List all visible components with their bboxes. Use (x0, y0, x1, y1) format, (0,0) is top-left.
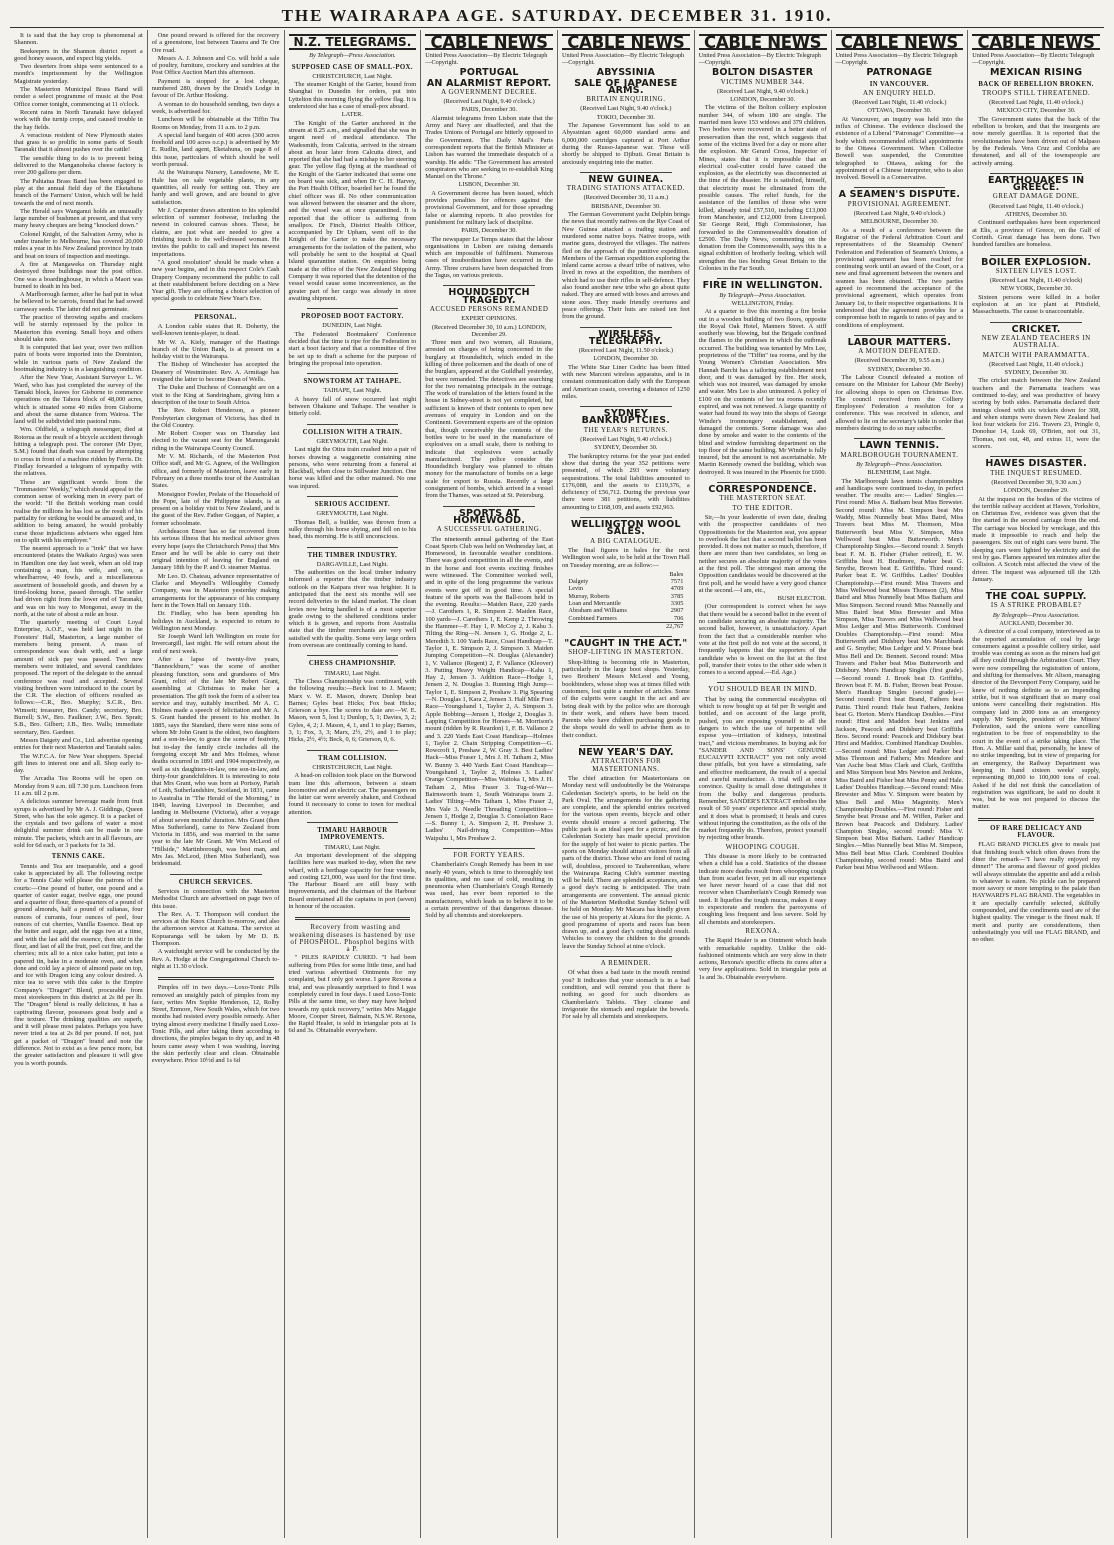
story-headline: WIRELESS TELEGRAPHY. (588, 328, 663, 347)
story-subhead: THE YEAR'S RETURNS. (583, 425, 668, 434)
column-1-local-news (10, 30, 147, 1538)
story-text: The Japanese Government has sold to an Abyssinian agent 60,000 standard arms and 6,000,000 cartridges captured at Port Arthur during the Russo-Japanese war. These will shortly be shipped to Djibuti. Great Britain is anxiously enquiring into the matter. (562, 122, 690, 166)
section-rule (295, 917, 411, 920)
rexona-piles-advertisement: " PILES RAPIDLY CURED. "I had been suffering from Piles for some little time, and had tried various advertised Ointments for my complaint, but I only got worse. I gave Rexona a trial, and was pleasantly surprised to find I was completely cured in four days. I used Loxo-Tonic Pills at the same time, so they may have helped towards my quick recovery," writes Mrs Maggie Moore, Cooper Street, Balmain, N.S.W. Rexona, the Rapid Healer, is sold in triangular pots at 1s 6d and 3s. Obtainable everywhere. (288, 954, 417, 1035)
story-headline: HOUNDSDITCH TRAGEDY. (448, 287, 530, 306)
bolton-text: The victims of the Bolton colliery explosion number 344, of whom 180 are single. The married men leave 153 widows and 379 children. Two bodies were recovered in a better state of preservation than the rest, which suggests that some of the victims lived for a day or more after the explosion. Mr Gerard Cross, Inspector of Mines, states that it is impossible that an electrical coal-cutter could have caused the explosion, as the electricity was disconnected at the time of the disaster. He is satisfied, himself, that electricity must be eliminated from the possible causes. The relief funds, for the assistance of the families of those who were killed, already total £57,510, including £13,000 from Manchester, and £12,000 from Liverpool. Sir George Reid, High Commissioner, has forwarded to the Commonwealth's donation of £2500. The Daily News, commenting on the donation from the Commonwealth, says this is a signal exhibition of brotherly feeling, which will strengthen the ties binding Great Britain to the Colonies in the Far South. (698, 104, 827, 273)
story-text: A head-on collision took place on the Burwood tram line this afternoon, between a steam locomotive and an electric car. The passengers on the latter car were severely shaken, and Coxhead found it necessary to come to town for medical attention. (288, 772, 417, 816)
section-rule (307, 308, 399, 309)
seamens-dispute-headline: A SEAMEN'S DISPUTE. (838, 189, 961, 201)
story-text: The White Star Liner Cedric has been fitted with new Marconi wireless apparatus, and is in constant communication daily with the European and American coasts, covering a distance of 1250 miles. (562, 363, 690, 400)
news-paragraph: A veracious resident of New Plymouth states that grass is so prolific in some parts of South Taranaki that it almost pushes over the cattle! (14, 131, 143, 154)
wool-total: 22,767 (657, 622, 683, 630)
dateline: MEXICO CITY, December 30. (996, 107, 1076, 115)
press-association-byline: By Telegraph—Press Association. (719, 291, 806, 299)
new-years-day-subhead: ATTRACTIONS FOR MASTERTONIANS. (590, 757, 662, 773)
personal-paragraph: Mr Leo. D. Chateau, advance representative of Clarke and Meynell's Willoughby Comedy Company, was in Masterton yesterday making arrangements for the appearance of his company here in the Town Hall on January 11th. (151, 572, 280, 609)
cricket-subhead: NEW ZEALAND TEACHERS IN AUSTRALIA. (981, 333, 1091, 350)
wool-row (568, 585, 683, 592)
tennis-results-text: The Marlborough lawn tennis championships and handicaps were continued to-day, in perfect weather. The results are:— Ladies' Singles.—First round: Miss A. Batham beat Miss Brewster. Second round: Miss M. Simpson beat Mrs Waddy, Miss Nunnelly beat Miss Baird, Miss Travers beat Miss M. Thomson, Miss Butterworth beat Miss V. Simpson, Miss Wellwood beat Miss Butterworth. Men's Championship Singles.—Second round: J. Smyth beat F. M. B. Fisher (Fisher retired), E. W. Griffiths beat H. Bradmore, Parker beat G. Smythe, Brown beat E. Griffiths. Third round: Parker beat E. W. Griffiths. Ladies' Doubles Championship.—First round: Miss Travers and Miss Wellwood beat Misses Thomson (2), Miss Baird and Miss Nunnelly beat Miss Batham and Miss Simpson. Second round: Miss Nunnelly and Miss Baird beat Miss Brewster and Miss Simpson, Miss Travers and Miss Wellwood beat Miss Ledger and Miss Butterworth. Combined Doubles Championship.—First round: Miss Butterworth and Didsbury beat Mrs Marchbank and G. Smythe; Miss Ledger and V. Prouse beat Miss Bell and Dr. Bennett. Second round: Miss Travers and Fisher beat Miss Butterworth and Didsbury. Men's Handicap Singles (first grade).—Second round: J. Brook beat D. Griffiths, Brown beat F. M. B. Fisher, Brown beat Prouse. Men's Handicap Singles (second grade).—Second round: First beat Brand, Fathers beat Pattie. Third round: Hale beat Fathers, Jenkins beat G. Horton. Men's Handicap Doubles.—First round: Hirst and Maddox beat Jenkins and Jackson, Peacock and Didsbury beat Griffiths Bros. Second round: Peacock and Didsbury beat Hirst and Maddox. Combined Handicap Doubles.—Second round: Miss Ledger and Parker beat Miss Thomson and Fathers; Mrs Mendore and Van Asche beat Miss Clark and Clark, Griffiths and Miss Simpson beat Mrs Newton and Jenkins, Miss Baird and Fisher beat Miss Penny and Hale. Ladies' Doubles Handicap.—Second round: Miss Brewster and Miss V. Simpson were beaten by Miss Bell and Miss Magninity. Men's Championship Doubles.—First round: Fisher and Smythe beat Prouse and M. Wiffen, Parker and Brown beat Peacock and Didsbury. Ladies' Champion Singles, second round: Miss V. Simpson beat Miss Batham. Ladies' Handicap Singles.—Miss Nunnelly beat Miss M. Simpson, Miss Bell beat Miss Clark. Combined Doubles Championship, second round: Miss Baird and Parker beat Miss Wellwood and Wilson. (835, 477, 964, 872)
section-rule (990, 255, 1082, 256)
wool-broker: Loan and Mercantile (568, 600, 621, 607)
enquiry-subhead: AN ENQUIRY HELD. (862, 88, 936, 97)
dateline: SYDNEY, December 30. (594, 444, 658, 452)
church-paragraph: Services in connection with the Masterton Methodist Church are advertised on page two of this issue. (151, 887, 280, 910)
cable-news-banner: CABLE NEWS (562, 34, 690, 50)
notice-paragraph: At the Wairarapa Nursery, Lansdowne, Mr E. Hale has on sale vegetable plants, in any quantities, all ready for setting out. They are hardy and well grown, and are bound to give satisfaction. (151, 169, 280, 206)
story-headline: PROPOSED BOOT FACTORY. (301, 313, 404, 321)
correspondence-letter: Sir,—In your leaderette of even date, dealing with the prospective candidates of two Oppositionists for the Masterton seat, you appear to overlook the fact that a second ballot has been provided. It does not matter so much, therefore, if there are more than two candidates, so long as neither secures an absolute majority of the votes at the first poll. The strongest man among the Opposition candidates would be discovered at the first poll, and he would have a very good chance at the second.—I am, etc., (698, 513, 827, 594)
news-paragraph: The Herald says Wanganui holds an unusually large number of bushmen at present, and that very many heavy cheques are being "knocked down." (14, 207, 143, 230)
wool-broker: Dalgety (568, 578, 589, 586)
reminder-heading: A REMINDER. (600, 959, 651, 968)
bolton-subhead: VICTIMS NUMBER 344. (720, 77, 805, 86)
story-subhead: TRADING STATIONS ATTACKED. (566, 184, 685, 193)
received-line: (Received December 30, 9.55 a.m.) (854, 357, 945, 365)
hawes-disaster-headline: HAWES DISASTER. (985, 458, 1087, 470)
section-rule (990, 589, 1082, 590)
troops-subhead: TROOPS STILL THREATENED. (982, 88, 1091, 97)
correspondence-signature: BUSH ELECTOR. (777, 595, 827, 603)
wool-broker: Combined Farmers (568, 614, 617, 622)
story-text: The Chess Championship was continued, with the following results:—Beck lost to J. Mason; Marx v. W. E. Mason, drawn; Dunlop beat Barnes; Gyles beat Hicks; Fox beat Hicks; Grierson a bye. The scores to date are:—W. E. Mason, won 5, lost 1; Dunlop, 5, 1; Davies, 3, 2; Gyles, 4, 2; J. Mason, 4, 1, and 1 to play; Barnes, 3, 1; Fox, 3, 3; Marx, 2½, 2½, and 1 to play; Hicks, 2½, 4½; Beck, 0, 6; Grierson, 0, 6. (288, 677, 417, 744)
to-the-editor: TO THE EDITOR. (732, 503, 793, 512)
story-headline: COLLISION WITH A TRAIN. (302, 428, 403, 436)
notice-paragraph: Payment is stopped for a lost cheque, numbered 280, drawn by the Druid's Lodge in favour of Dr. Arthur Hosking. (151, 77, 280, 100)
news-paragraph: Beekeepers in the Shannon district report a good honey season, and expect big yields. (14, 47, 143, 62)
received-line: EXPERT OPINIONS. (461, 315, 518, 323)
story-text: A Government decree has been issued, which provides penalties for offences against the provisional Government, and for those spreading false or alarming reports. It also provides for punishment for military lack of discipline. (425, 189, 553, 226)
seamens-text: As a result of a conference between the Registrar of the Federal Arbitration Court and representatives of the Steamship Owners' Federation and Federation of Seamen's Unions, a provisional agreement has been reached for continuing work until an award of the Court, or a new and final agreement between the owners and seamen has been obtained. The two parties agreed to recommend the acceptance of the provisional agreement, which operates from January 1st, to their respective organisations. It is understood that the agreement provides for a compromise both in regards to rates of pay and to conditions of employment. (835, 226, 964, 329)
notice-paragraph: "A good resolution" should be made when a new year begins, and in this respect Cole's Cash Drapery Company recommend the public to call at their establishment before deciding on a New Year gift. They are offering a choice selection of special goods to celebrate New Year's Eve. (151, 258, 280, 303)
personal-paragraph: Mr V. M. Richards, of the Masterton Post Office staff, and Mr G. Agnew, of the Wellington office, and formerly of Masterton, leave early in February on a three months tour of the Australian States. (151, 453, 280, 490)
section-rule (307, 655, 399, 656)
rexona-heading: REXONA. (745, 926, 780, 935)
dateline: TAIHAPE, Last Night. (323, 387, 382, 395)
story-text: The newspaper Le Temps states that the labour organisations in Lisbon are raising demands which are impossible of fulfilment. Numerous cases of insubordination have occurred in the Army. Three cruisers have been despatched from the Tagus, on various pretexts. (425, 235, 553, 280)
section-rule (443, 285, 535, 286)
cricket-text: The cricket match between the New Zealand teachers and the Parramatta teachers was continued to-day, and was productive of heavy scoring by both sides. Parramatta declared their innings closed with six wickets down for 308, and when stumps were drawn New Zealand had lost four wickets for 216. Travers 23, Pringle 0, Donohue 14, Lusk 69, O'Brien, not out 31, Thomas, not out, 48, and extras 11, were the scorers. (972, 377, 1100, 451)
dateline: SYDNEY, December 30. (867, 365, 931, 373)
story-text: A heavy fall of snow occurred last night between Ohakune and Taihape. The weather is bitterly cold. (288, 395, 417, 418)
story-headline: TIMARU HARBOUR IMPROVEMENTS. (317, 827, 388, 842)
dateline: SYDNEY, December 30. (1004, 369, 1068, 377)
loxo-tonic-advertisement: Pimples off in two days.—Loxo-Tonic Pills removed an unsightly patch of pimples from my face, writes Mrs Sophie Henderson, 12, Rolby Street, Enmore, New South Wales, which for two months had resisted every possible remedy. After trying almost every medicine I finally used Loxo-Tonic Pills, and after taking them according to directions, the pimples began to dry up, and in 48 hours came away when I was washing, leaving the skin perfectly clear and clean. Obtainable everywhere. Price 10½d and 1s 6d (151, 984, 280, 1065)
received-line: (Received Last Night, 11.40 o'clock.) (989, 99, 1084, 107)
received-line: (Received Last Night, 9.40 o'clock.) (580, 436, 672, 444)
section-rule (443, 506, 535, 507)
news-paragraph: Messrs Daigety and Co., Ltd. advertise opening entries for their next Masterton and Taratahi sales. (14, 736, 143, 752)
cable-news-banner: CABLE NEWS (972, 34, 1100, 50)
section-rule (854, 438, 946, 439)
wool-bales: 3785 (670, 592, 684, 600)
received-line: (Received Last Night, 9.40 o'clock.) (853, 210, 945, 218)
section-rule (580, 517, 672, 518)
section-rule (580, 327, 672, 328)
seamens-subhead: PROVISIONAL AGREEMENT. (847, 199, 951, 208)
received-line: (Received December 30, 11 a.m.) (583, 194, 669, 202)
column-8-cable-news-mexico (967, 30, 1104, 1538)
correspondence-subhead: THE MASTERTON SEAT. (719, 494, 807, 503)
earthquakes-headline: EARTHQUAKES IN GREECE. (987, 174, 1085, 194)
dateline: LATER. (341, 111, 363, 119)
dateline: LONDON, December 30. (593, 355, 659, 363)
press-association-byline: By Telegraph—Press Association. (856, 460, 943, 468)
new-years-day-headline: NEW YEAR'S DAY. (578, 747, 674, 759)
section-rule (580, 406, 672, 407)
wool-bales: 4709 (670, 585, 684, 593)
story-text: The final figures in bales for the next Wellington wool sale, to be held at the Town Hall on Tuesday morning, are as follow:— (562, 546, 690, 569)
cough-remedy-advertisement: Chamberlain's Cough Remedy has been in use nearly 40 years, which is time to thoroughly test its qualities, and no case of cold, resulting in pneumonia when Chamberlain's Cough Remedy was used, has ever been reported to the manufacturers, which leads us to believe it to be a certain preventive of that dangerous disease. Sold by all chemists and storekeepers. (425, 861, 553, 920)
story-text: Thomas Bell, a builder, was thrown from a sulky through his horse shying, and fell on to his head, this morning. He is still unconscious. (288, 518, 417, 541)
story-text: The Knight of the Garter anchored in the stream at 8.25 a.m., and signalled that she was in urgent need of medical attendance. The Wadesmith, from Calcutta, arrived in the stream about an hour later from Calcutta direct, and reported that she had had a mishap to her steering gear. The yellow flag flying at the masthead of the Knight of the Garter indicated that some one on board was sick, and when Dr C. H. Harvey, the Port Health Officer, boarded her he found the chief officer was ill. No other communication was allowed between the steamer and the shore, and the vessel was at once quarantined. It is reported that the officer is suffering from smallpox. Dr Finch, District Health Officer, accompanied by Dr Upham, went off to the Knight of the Garter to make the necessary arrangements for the isolation of the patient, who will probably be sent to the hospital at Quail Island quarantine station. On enquiries being made at the office of the New Zealand Shipping Company it was reported that the detention of the vessel would cause some inconvenience, as the greater part of her cargo was already in store awaiting shipment. (288, 119, 417, 302)
personal-heading: PERSONAL. (194, 313, 237, 321)
boiler-explosion-headline: BOILER EXPLOSION. (981, 256, 1092, 268)
story-headline: SNOWSTORM AT TAIHAPE. (303, 378, 402, 386)
column-5-cable-news-abyssinia (557, 30, 694, 1538)
hawes-subhead: THE INQUEST RESUMED. (990, 468, 1083, 477)
tennis-cake-heading: TENNIS CAKE. (51, 853, 105, 861)
dateline: GREYMOUTH, Last Night. (316, 437, 389, 445)
wool-bales: 7571 (670, 578, 684, 586)
lawn-tennis-headline: LAWN TENNIS. (859, 440, 940, 452)
story-subhead: A GOVERNMENT DECREE. (441, 87, 538, 96)
personal-paragraphs (152, 323, 280, 868)
story-text: The Federated Bootmakers' Conference decided that the time is ripe for the Federation to start a boot factory and that a committee of five be set up to draft a scheme for the purpose of bringing the proposal into operation. (288, 330, 417, 367)
personal-paragraph: Mr W. A. Kiely, manager of the Hastings branch of the Union Bank, is at present on a holiday visit to the Wairarapa. (151, 338, 280, 361)
section-rule (307, 373, 399, 374)
story-text: The steamer Knight of the Garter, bound from Shanghai to Dunedin for orders, put into Lyttelton this morning flying the yellow flag. It is understood she has a case of small-pox aboard. (288, 81, 417, 111)
story-text: Three men and two women, all Russians, arrested on charges of being concerned in the burglary at Houndsditch, which ended in the killing of three policemen and the death of one of the burglars, appeared at the Guildhall yesterday, but were remanded. The detectives are searching for the two remaining principals in the outrage. The work of translation of the letters found in the house in Sidney-street is not yet completed, but sufficient is known of their contents to open new avenues of enquiry in London and on the Continent. Government experts are of the opinion that, though conceivably the contents of the bottles were to be used in the manufacture of explosives on a small scale, there is nothing to indicate that explosives were actually manufactured. The police consider the Houndsditch burglary was planned to obtain money for the manufacture of bombs on a large scale for export to Russia. Recently a large consignment of bombs, which arrived in a vessel from the Thames, was seized at St. Petersburg. (425, 339, 553, 500)
news-paragraph: A delicious summer beverage made from fruit syrups is advertised by Mr A. J. Giddings, Queen Street, who has the sole agency. It is a packet of the crystals and two gallons of water a most delightful summer drink can be made in one minute. The packets, which are in all flavours, are sold for 6d each, or 3 packets for 1s 3d. (14, 798, 143, 850)
wool-broker: Levin (568, 585, 584, 593)
editor-note: (Our correspondent is correct when he says that there would be a second ballot in the event of no candidate securing an absolute majority. The second ballot, however, is unsatisfactory. Apart from the fact that a considerable number who vote at the first poll do not vote at the second, it frequently happens that the supporters of the candidate who is lowest on the list at the first poll, transfer their votes to the other side when it comes to a second appeal.—Ed. Age.) (698, 603, 827, 677)
news-paragraph: After the New Year, Assistant Surveyor L. W. Ward, who has just completed the survey of the Tamaki block, leaves for Gisborne to commence operations on the Tahora block of 48,000 acres, which is situated some 40 miles from Gisborne and about the same distance from Wairoa. The land will be subdivided into pastoral runs. (14, 374, 143, 426)
story-text: Last night the Otira train crashed into a pair of horses drawing a waggonette containing nine persons, who were returning from a funeral at Blackball, when close to Stillwater Junction. One horse was killed and the other maimed. No one was injured. (288, 446, 417, 490)
notice-paragraph: One pound reward is offered for the recovery of a greenstone, lost between Tauera and Te Ore Ore road. (151, 32, 280, 54)
section-rule (717, 278, 809, 279)
patronage-text: At Vancouver, an inquiry was held into the influx of Chinese. The evidence disclosed the existence of a Liberal "Patronage" Committee—a body which recommended official appointments to the Ottawa Government. When Collector Bowell was suspended, the Committee telegraphed to Ottawa, asking for the appointment of a Chinese interpreter, who is also involved. Bowell is a Conservative. (835, 115, 964, 182)
received-line: (Received Last Night, 11.40 o'clock.) (989, 202, 1084, 210)
news-paragraph: It is said that the hay crop is phenomenal at Shannon. (14, 32, 143, 47)
wool-row (568, 615, 683, 623)
story-text: Alarmist telegrams from Lisbon state that the Army and Navy are disaffected, and that the Trades Unions of Portugal are bitterly opposed to the Government. The Daily Mail's Paris correspondent reports that the British Minister at Lisbon has warned the immediate despatch of a warship. He adds: "The Government has arrested conspirators who are seeking to re-establish King Manuel on the Throne." (425, 114, 553, 181)
personal-paragraph: Archdeacon Ensor has so far recovered from his serious illness that his medical advisor gives every hope (says the Christchurch Press) that Mrs Ensor and he will be able to carry out their original intention of leaving for England on January 18th by the P. and O. steamer Mantua. (151, 528, 280, 572)
story-subhead: BRITAIN ENQUIRING. (586, 95, 666, 104)
news-paragraph: The nearest approach to a "trek" that we have encountered (states the Waikato Argus) was seen in Hamilton one day last week, when an old trap containing a man, his wife, and son, a wheelbarrow, 40 fowls, and a miscellaneous assortment of household goods, and drawn by a tired-looking horse, passed through. The settler had driven right from the lower end of Taranaki, and was on his way to Mongonui, away in the north, at the rate of about a mile an hour. (14, 545, 143, 618)
column-4-cable-news-portugal (420, 30, 557, 1538)
section-rule (580, 745, 672, 746)
cable-byline: United Press Association—By Electric Telegraph—Copyright. (835, 52, 958, 67)
story-headline: CHESS CHAMPIONSHIP. (308, 660, 396, 668)
notice-paragraph: Messrs A. J. Johnson and Co. will hold a sale of poultry, furniture, crockery and sundries at the Post Office Auction Mart this afternoon. (151, 54, 280, 77)
story-headline: THE TIMBER INDUSTRY. (307, 551, 398, 559)
shoplifting-headline: "CAUGHT IN THE ACT." (564, 638, 688, 650)
cable-byline: United Press Association—By Electric Telegraph—Copyright. (972, 52, 1095, 67)
wool-row (568, 578, 683, 585)
masthead: THE WAIRARAPA AGE. SATURDAY. DECEMBER 31. 1910. (281, 6, 833, 25)
rebellion-subhead: BACK OF REBELLION BROKEN. (978, 80, 1094, 88)
news-paragraph: These are significant words from the "Ironmasters' Weekly," which should appeal to the common sense of working men in every part of the world: "If the British working man could realise the millions he has lost as the result of his partiality for striking he would be amazed; and, in addition to being amazed, he would probably curse those injudicious advisers who egged him on to split with his employer." (14, 478, 143, 544)
news-paragraph: The W.F.C.A. for New Year shoppers. Special gift lines to interest one and all. Shop early to-day. (14, 752, 143, 775)
story-text: The bankruptcy returns for the year just ended show that during the year 352 petitions were presented, of which 293 were voluntary sequestrations. The total liabilities amounted to £176,088, and the assets to £119,376, a deficiency of £56,712. During the previous year there were 381 petitions, with liabilities amounting to £168,109, and assets £92,963. (562, 452, 690, 511)
cable-news-banner: CABLE NEWS (836, 34, 964, 50)
column-3-nz-telegrams (284, 30, 421, 1538)
tennis-cake-text: Tennis and Tea are inseparable, and a good cake is appreciated by all. The following recipe for a Tennis Cake will please the patrons of the courts:—One pound of butter, one pound and a quarter of caster sugar, twelve eggs, one pound and a quarter of flour, three-quarters of a pound of ground almonds, half a pound of sultanas, four ounces of currants, four ounces of peel, four ounces of cut cherries, Vanilla Essence. Beat up the butter and sugar, add the eggs two at a time, and with the last add the essence, then stir in the flour, and last of all the fruit, peel cut fine, and the cherries; mix all to a nice cake batter, put into a papered tin, bake in a moderate oven, and when done and cold lay a piece of almond paste on top, and ice with Dragon icing any colour desired. A nice tea to serve with this cake is the Empire Company's "Dragon" Blend, procurable from most storekeepers in this district at 2s 8d per lb. The "Dragon" blend is really delicious, it has a captivating flavour, possesses great body and a fine texture. The drinking qualities are superb, and it will please most palates. Perhaps you have never tried a tea at 2s 8d per pound. If not, just get a packet of "Dragon" brand and note the difference. Not to exist as a few pence more, but the greater satisfaction and pleasure it will give you is worth pounds. (14, 862, 143, 1067)
dateline: DUNEDIN, Last Night. (322, 322, 383, 330)
mexico-text: The Government states that the back of the rebellion is broken, and that the insurgents are now merely guerillas. It is reported that the revolutionaries have been driven out of Malpaso by the Federals. Vera Cruz and Cordoba are threatened, and all of the townspeople are actively arming. (972, 115, 1100, 167)
dateline: WELLINGTON, Friday. (731, 299, 794, 307)
news-paragraph: Colonel Knight, of the Salvation Army, who is under transfer to Melbourne, has covered 20,000 miles a year in his New Zealand province by train and boat on tours of inspection and meetings. (14, 230, 143, 260)
newspaper-page (10, 30, 1104, 1538)
dateline: LISBON, December 30. (458, 181, 520, 189)
boiler-text: Sixteen persons were killed in a boiler explosion at an ice plant at Pittsfield, Massachusetts. The cause is unaccountable. (972, 293, 1100, 316)
dateline: PARIS, December 30. (461, 227, 517, 235)
section-rule (990, 456, 1082, 457)
church-services-heading: CHURCH SERVICES. (178, 878, 253, 886)
dateline: TOKIO, December 30. (596, 113, 655, 121)
whooping-cough-heading: WHOOPING COUGH. (725, 842, 800, 851)
hawes-text: At the inquest on the bodies of the victims of the terrible railway accident at Hawes, Yorkshire, on Christmas Eve, evidence was given that the fire started in the second carriage from the end. The carriage was blocked by wreckage, and this made it impossible to reach and help the passengers. Six out of eight cars were burnt. The sleeping cars were lighted by electricity and the rest by gas. Flames appeared ten minutes after the collision. A Scotch mist affected the view of the driver. The inquest was adjourned till the 12th January. (972, 495, 1100, 583)
notice-paragraph: Luncheon will be obtainable at the Tiffin Tea Rooms on Monday, from 11 a.m. to 2 p.m. (151, 116, 280, 131)
church-services-paragraphs (152, 888, 280, 970)
church-paragraph: A watchnight service will be conducted by the Rev. A. Hodge at the Congregational Church to-night at 11.30 o'clock. (151, 948, 280, 970)
section-rule (990, 173, 1082, 174)
section-rule (158, 977, 274, 980)
news-paragraph: Two deserters from ships were sentenced to a month's imprisonment by the Wellington Magistrate yesterday. (14, 63, 143, 85)
news-paragraph: The practice of throwing squibs and crackers will be sternly repressed by the police in Masterton this evening. Small boys and others should take note. (14, 313, 143, 343)
dateline: GREYMOUTH, Last Night. (316, 510, 389, 518)
section-rule (717, 682, 809, 683)
wool-row (568, 607, 683, 614)
news-paragraph: The Masterton Municipal Brass Band will render a select programme of music at the Post Office corner tonight, commencing at 11 o'clock. (14, 86, 143, 108)
received-line: (Received Last Night, 9.40 o'clock.) (717, 87, 809, 95)
abyssinia-headline: ABYSSINIA (596, 67, 656, 79)
story-subhead: ACCUSED PERSONS REMANDED (429, 304, 549, 313)
received-line: (Received Last Night, 11.40 o'clock) (989, 277, 1083, 285)
story-headline: SPORTS AT HOMEWOOD. (453, 507, 526, 526)
personal-paragraph: The Rev. Robert Henderson, a pioneer Presbyterian clergyman of Victoria, has died in the Old Country. (151, 407, 280, 429)
news-paragraph: Recent rains in North Taranaki have delayed work with the turnip crops, and caused trouble in the hay fields. (14, 108, 143, 131)
story-text: The authorities on the local timber industry informed a reporter that the timber industry outlook on the Kaipara river was brighter. It is anticipated that the next six months will see record deliveries to the island market. The clean levies now being handled is of a most superior grade owing to the sheltered conditions under which it is grown, and reports from Australia state that the timber merchants are very well satisfied with the quality. Some very large orders from overseas are continually coming to hand. (288, 569, 417, 650)
dateline: ATHENS, December 30. (1004, 211, 1068, 219)
dateline: NEW YORK, December 30. (1000, 285, 1073, 293)
new-years-day-text: The chief attraction for Mastertonians on Monday next will undoubtedly be the Wairarapa Caledonian Society's sports, to be held on the Park Oval. The arrangements for the gathering are complete, and the splendid entries received for the various open events, bicycle and other events should ensure a record gathering. The public park is an ideal spot for a picnic, and the Caledonian Society has made special provision for the supply of hot water to picnic parties. The sports on Monday should attract visitors from all parts of the district. Those who are fond of racing will, doubtless, proceed to Tauherenikau, where the Wairarapa Racing Club's summer meeting will be held. There are splendid acceptances, and a good day's racing is anticipated. The train arrangements are convenient. The annual picnic of the Masterton Methodist Sunday School will be held on Monday. Mr Macara has kindly given the use of his property at Akura for the picnic. A good programme of sports and races has been drawn up, and a good day's outing should result. Vehicles to convey the children to the grounds leave the Sunday School at nine o'clock. (562, 774, 690, 950)
dateline: MELBOURNE, December 30. (860, 218, 939, 226)
received-line: (Received December 30, 9.30 a.m.) (991, 478, 1081, 486)
abyssinia-stories (562, 77, 690, 569)
dateline: LONDON, December 29. (1003, 487, 1069, 495)
received-line: (Received Last Night, 11.40 o'clock.) (852, 99, 947, 107)
section-rule (307, 496, 399, 497)
section-rule (307, 822, 399, 823)
section-rule (580, 172, 672, 173)
earthquakes-text: Continued earthquakes have been experienced at Elis, a province of Greece, on the Gulf of Corinth. Great damage has been done. Two hundred families are homeless. (972, 219, 1100, 249)
wool-bales: 706 (673, 614, 684, 622)
cable-news-banner: CABLE NEWS (425, 34, 553, 50)
section-rule (443, 848, 535, 849)
wool-row (568, 600, 683, 607)
tennis-subhead: MARLBOROUGH TOURNAMENT. (840, 450, 959, 459)
cable-news-banner: CABLE NEWS (699, 34, 827, 50)
fire-wellington-headline: FIRE IN WELLINGTON. (702, 280, 823, 292)
bear-in-mind-heading: YOU SHOULD BEAR IN MIND. (708, 685, 818, 694)
dateline: DARGAVILLE, Last Night. (316, 560, 388, 568)
dateline: BLENHEIM, Last Night. (867, 469, 932, 477)
labour-text: The Labour Council defeated a motion of censure on the Minister for Labour (Mr Beeby) for allowing shops to open on Christmas Eve. The council received from the Colliery Employees' Federation a resolution for a conference. This was received in silence, and allowed to lie on the secretary's table in order that members desiring to do so may subscribe. (835, 373, 964, 433)
phosphol-advertisement: Recovery from wasting and weakening diseases is hastened by use of PHOSPHOL. Phosphol begins with a P. (289, 923, 416, 954)
story-text: An important development of the shipping facilities here was marked to-day, when the new wharf, with a berthage capacity for four vessels, and costing £21,000, was used for the first time. The Harbour Board are still busy with improvements, and the chairman of the Harbour Board entertained all the captains in port (seven) in honour of the occasion. (288, 851, 417, 910)
received-line: (Received Last Night, 11.50 o'clock.) (578, 347, 673, 355)
labour-matters-headline: LABOUR MATTERS. (847, 336, 952, 348)
rexona-advertisement: The Rapid Healer is an Ointment which heals with remarkable rapidity. Unlike the old-fashioned ointments which are very slow in their actions, Rexona's specific effects its cures after a very few applications. Sold in triangular pots at 1s and 3s. Obtainable everywhere. (698, 937, 827, 981)
labour-subhead: A MOTION DEFEATED. (858, 347, 941, 356)
personal-paragraph: A London cable states that R. Doherty, the well-known tennis-player, is dead. (151, 322, 280, 338)
section-rule (170, 309, 262, 310)
flag-brand-heading: OF RARE DELICACY AND FLAVOUR. (990, 824, 1083, 840)
section-rule (307, 547, 399, 548)
story-headline: WELLINGTON WOOL SALES. (571, 519, 681, 538)
news-paragraph: Wm. Oldfield, a telegraph messenger, died at Rotorua as the result of a bicycle accident through hitting a telegraph post. The coroner (Mr Dyer, S.M.) found that death was caused by attempting to cross in front of a machine ridden by Ferris. Dr. Findlay forwarded a telegram of sympathy with the relatives. (14, 426, 143, 478)
section-rule (854, 335, 946, 336)
wool-broker: Abraham and Williams (568, 607, 627, 615)
dateline: CHRISTCHURCH, Last Night. (312, 72, 393, 80)
chamberlains-tablets-advertisement: Of what does a bad taste in the mouth remind you? It indicates that your stomach is in a bad condition, and will remind you that there is nothing so good for such disorders as Chamberlain's Tablets. They cleanse and invigorate the stomach and regulate the bowels. For sale by all chemists and storekeepers. (562, 969, 690, 1021)
personal-paragraph: Dr. Findlay, who has been spending his holidays in Auckland, is expected to return to Wellington next Monday. (151, 610, 280, 632)
dateline: AUCKLAND, December 30. (999, 620, 1074, 627)
fire-text: At a quarter to five this morning a fire broke out in a wooden building of two floors, opposite the Royal Oak Hotel, Manners Street. A stiff southerly was blowing, but the Brigade confined the flames to the premises in which the outbreak occurred. The building was tenanted by Mrs Lee, proprietress of the "Tiffin" tea rooms, and by the Young Women's Christian Association. Mrs Hannah Barchi has a tailoring establishment next door, and it was damaged by fire. Her stock, which was not insured, was damaged by smoke and water. Mrs Lee is also uninsured. A policy of £100 on the contents of her tea rooms recently expired, and was not renewed. A large quantity of water had found its way into the shops of George Winder's ironmongery establishment, and damaged the contents. Some damage was also done by smoke and water to the contents of the blind and window furnishing department on the top floor of the same building. Mr Winder is fully insured, but the amount is not ascertainable. Mr Martin Kennedy owned the building, which was destroyed. It was insured in the Phoenix for £600. (698, 308, 827, 476)
section-rule (307, 750, 399, 751)
story-headline: SYDNEY BANKRUPTCIES. (581, 408, 671, 427)
wool-bales-header: Bales (669, 570, 684, 578)
forty-years-heading: FOR FORTY YEARS. (453, 850, 526, 859)
personal-paragraph: After a lapse of twenty-five years, "Bannockburn," was the scene of another pleasing function, sons and grandsons of Mrs Grant, relict of the late Mr Robert Grant, assembling at Christmas to make her a presentation. The gift took the form of a silver tea service and tray, suitably inscribed. Mr A. C. Holmes made a speech of felicitation and Mr A. S. Grant handed the present to his mother. In 1885, says the Standard, there were nine sons of whom Mr John Grant is the oldest, two daughters and a son-in-law, to grace the scene of festivity, but to-day the family circle includes all the foregoing except Mr and Mrs Holmes, whose deaths occurred in 1891 and 1904 respectively, as well as six daughters-in-law, one son-in-law, and thirty-four grandchildren. It is interesting to note that Mrs Grant, who was born at Portsoy, Parish of Loth, Sutherlandshire, Scotland, in 1831, came to Australia in "The Herald of the Morning," in 1849, leaving Liverpool in December, and landing in Melbourne (Victoria), after a voyage of about seven months' duration. Mrs Grant (then Miss Sutherland), came to New Zealand from Victoria in 1856, and was married in the same year to the late Mr Grant. Mr Wm McLeod of "Hillside," Martinborough, was best man, and Mrs Jas. McLeod, (then Miss Sutherland), was bridesmaid. (151, 656, 280, 868)
section-rule (580, 956, 672, 957)
patronage-headline: PATRONAGE (866, 67, 933, 79)
earthquakes-subhead: GREAT DAMAGE DONE. (992, 192, 1080, 201)
wool-bales: 3305 (670, 600, 684, 607)
nz-telegrams-banner: N.Z. TELEGRAMS. (289, 34, 417, 50)
section-rule (307, 424, 399, 425)
story-subhead: A SUCCESSFUL GATHERING. (436, 525, 542, 534)
story-headline: NEW GUINEA. (588, 173, 664, 185)
portugal-stories (425, 77, 553, 842)
personal-paragraph: The Bishop of Winchester has accepted the Deanery of Westminster. Rev. A. Armitage has resigned the latter to become Dean of Wells. (151, 361, 280, 384)
masthead-rule (10, 27, 1104, 28)
column-6-cable-news-bolton (694, 30, 831, 1538)
section-rule (580, 636, 672, 637)
received-line: (Received Last Night, 9.40 o'clock.) (443, 98, 535, 106)
personal-paragraph: Sir Joseph Ward left Wellington en route for Invercargill, last night. He will return about the end of next week. (151, 633, 280, 655)
story-headline: TRAM COLLISION. (318, 754, 387, 762)
dateline: CHRISTCHURCH, Last Night. (312, 763, 393, 771)
bolton-disaster-headline: BOLTON DISASTER (711, 67, 814, 79)
story-headline: SALE OF JAPANESE ARMS. (574, 77, 678, 96)
dateline: BRISBANE, December 30. (591, 202, 661, 210)
dateline: LONDON, December 30. (730, 96, 796, 104)
column-2-local-news (147, 30, 284, 1538)
section-rule (717, 482, 809, 483)
section-rule (978, 818, 1094, 821)
local-notices-paragraphs (152, 32, 280, 303)
cricket-headline: CRICKET. (1011, 323, 1061, 335)
telegram-stories (289, 64, 417, 911)
news-paragraph: The Pahiatua Brass Band has been engaged to play at the annual field day of the Eketahuna branch of the Farmers' Union, which will be held towards the end of next month. (14, 177, 143, 207)
dateline: (Received December 30, 10 a.m.) LONDON, December 29. (431, 323, 547, 338)
story-text: The nineteenth annual gathering of the East Coast Sports Club was held on Wednesday last, at Homewood, in favourable weather conditions. There was good competition in all the events, and in the horse and foot events exciting finishes were witnessed. The Committee worked well, and in spite of the long programme the various events were got off in good time. A special feature of the sports was the Ball-room held in the evening. Results:—Maiden Race, 220 yards—J. Carothers 1, R. Simpson 2. Maiden Race, 100 yards—J. Carothers 1, E. Kemp 2. Throwing the Hammer—F. Hay 1, P. McCoy 2, J. Kahu 3. Tilting the Ring—N. Jensen 1, G. Hodge 2, L. Meredith 3. 100 Yards Race, Coast Handicap—T. Taylor 1, E. Simpson 2, J. Simpson 3. Maiden Jumping Competition—N. Douglas (Alexander) 1, V. Vallance (Regent) 2, F. Vallance (Kleover) 3. Putting Heavy Weight Handicap—Kahu 1, Hay 2, Jensen 3. Addition Race—Hodge 1, Jensen 2, N. Douglas 3. Running High Jump—Taylor 1, E. Simpson 2, Preshaw 3. Pig Spearing—N. Douglas 1, Kara 2, Jensen 3. Half Mile Foot Race—Youngshand 1, Taylor 2, A. Simpson 3. Apple Bobbing—Jensen 1, Hodge 2, Douglas 3. Lapping Competition for Horses—M. Morrison's mount (ridden by R. Reardon) 1, F. B. Vallance 2 and 3. 220 Yards East Coast Handicap—Holmes 1, Taylor 2. Chain Stripping Competition—G. Rowcroft 1, Preshaw 2, W. Gray 3. Best Ladies' Hack—Miss Fraser 1, Mrs J. H. Tatham 2, Miss W. Bunny 3. 440 Yards East Coast Handicap—Youngshand 1, Taylor 2, Holmes 3. Ladies' Orange Competition—Miss Waitoka 1, Mrs J. H. Tatham 2, Miss Fraser 3. Tug-of-War—Bairnsworth team 1, South Wairarapa team 2. Ladies' Tilting—Mrs Tatham 1, Miss Fraser 2, Mrs Vale 3. Needle Threading Competition—Jensen 1, Hodge 2, Douglas 3. Consolation Race—S. Bunny 1, A. Simpson 2, H. Preshaw 3. Ladies' Nail-driving Competition—Miss Waipuhu 1, Mrs Preshaw 2. (425, 535, 553, 842)
notice-paragraph: A woman to do household sending, two days a week, is advertised for. (151, 100, 280, 115)
dateline: PARIS, December 30. (461, 106, 517, 114)
story-text: The German Government yacht Delphin brings the news that recently natives on the Rye Coast of New Guinea attacked a trading station and murdered some native boys. Native troops, with marine guns, destroyed the villages. The natives fled on the approach of the punitive expedition. Members of the German expedition exploring the inland came across a dwarf tribe of natives, who lived in rows at the expedition, the members of which had to use their rifles in self-defence. They also found another new tribe who go about quite naked. They are armed with bows and arrows and stone axes. They made friendly overtures and peace offerings. Their huts are raised ten feet from the ground. (562, 211, 690, 321)
press-association-byline: By Telegraph—Press Association. (309, 52, 396, 60)
patronage-subhead: IN VANCOUVER. (869, 80, 930, 88)
wool-bales: 2907 (670, 607, 684, 615)
dateline: OTTAWA, December 30. (867, 107, 932, 115)
section-rule (170, 874, 262, 875)
personal-paragraph: The Duke and Duchess of Connaught are on a visit to the King at Sandringham, giving him a description of the tour to South Africa. (151, 384, 280, 406)
flag-brand-pickles-advertisement: FLAG BRAND PICKLES give to meals just that finishing touch which often draws from the diner the remark—"I have really enjoyed my dinner!" The aroma and flavour of good pickles will always stimulate the appetite and add a relish to whatever is eaten. No pickle can be prepared more savory or more tempting to the palate than HAYWARD'S FLAG BRAND. The vegetables in it are specially carefully selected, skilfully compounded, and the condiments used are of the highest quality. The vinegar is the finest malt. If merit and purity are considerations, then unhesitatingly you will use FLAG BRAND, and no other. (972, 841, 1100, 944)
eucalypti-extract-advertisement: That by using the commercial eucalyptus oil which is now bought up at 6d per lb weight and bottled, and on account of the large profit, pushed, you are exposing yourself to all the dangers to which the use of turpentine will expose you—irritation of kidneys, intestinal tract," and vicious membranes. In buying ask for "SANDER AND SONS' GENUINE EUCALYPTI EXTRACT" you not only avoid these pitfalls, but you have a stimulating, safe and effective medicament, the result of a special and careful manufacture. A trial will at once convince. Quality is small dose distinguishes it from the bulky and dangerous products. Remember, SANDER'S EXTRACT embodies the result of 50 years' experience and special study, and it does what is promised; it heals and cures without injuring the constitution, as the oils of the market frequently do. Therefore, protect yourself by rejecting other brands. (698, 695, 827, 842)
portugal-headline: PORTUGAL (459, 67, 519, 79)
boiler-subhead: SIXTEEN LIVES LOST. (995, 266, 1077, 275)
dateline: TIMARU, Last Night. (324, 669, 381, 677)
received-line: (Received Last Night, 11.40 o'clock.) (989, 360, 1084, 368)
coal-text: A director of a coal company, interviewed as to the reported accumulation of coal by large consumers against a possible colliery strike, said trouble was coming as soon as the miners had got all they could through the Arbitration Court. They were now compelling the registration of unions, and shifting for themselves. Mr Alison, managing director of the Devonport Ferry Company, said he knew of nothing definite as to an impending strike, but it was significant that so many coal unions were cancelling their registration. His company laid in 2000 tons as an emergency supply. Mr Semple, president of the Miners' Federation, said the unions were cancelling registration to be free of responsibility to the court in the event of a strike taking place. The Hon. A. Millar said that, personally, he knew of no strike impending, but in view of preparing for an emergency, the Railway Department was keeping in hand sixteen weeks' supply, representing 80,000 to 100,000 tons of coal. Asked if he did not think the cancellation of registration was significant, he said no doubt it was, but he was not prepared to discuss the matter. (972, 628, 1100, 811)
story-headline: AN ALARMIST REPORT. (426, 77, 552, 89)
personal-paragraph: Monsignor Fowler, Prelate of the Household of the Pope, late of the Philippine islands, is at present on a holiday visit to New Zealand, and is the guest of the Rev. Father Goggan, of Napier, a former schoolmate. (151, 490, 280, 527)
wool-sales-table (568, 571, 683, 630)
wool-broker: Murray, Roberts (568, 592, 610, 600)
mexican-rising-headline: MEXICAN RISING (990, 67, 1083, 79)
notice-paragraph: Mr J. Carpenter draws attention to his splendid selection of summer footwear, including the newest in coloured canvas shoes. These, he claims, are just what are needed to give a finishing touch to the well-dressed woman. He invites the public to call and inspect his newest importations. (151, 206, 280, 258)
dateline: TIMARU, Last Night. (324, 843, 381, 851)
news-paragraph: The sensible thing to do is to prevent being delivered to the Manganohoka cheese factory is over 200 gallons per diem. (14, 154, 143, 177)
story-headline: SERIOUS ACCIDENT. (314, 501, 391, 509)
coal-supply-headline: THE COAL SUPPLY. (985, 591, 1087, 603)
coal-subhead: IS A STRIKE PROBABLE? (990, 601, 1082, 610)
news-paragraph: The quarterly meeting of Court Loyal Enterprise, A.O.F., was held last night in the Foresters' Hall, Masterton, a large number of members being present. A mass of correspondence was dealt with, and a large amount of sick pay was passed. Two new members were initiated, and several candidates proposed. The report of the delegate to the annual conference was read and accepted. Several visiting brethren were introduced to the court by the C.R. The election of officers resulted as follows:—C.R., Bro. Murphy; S.C.R., Bro. Wimsett; treasurer, Bro. Candy; secretary, Bro. Burrell; S.W., Bro. Faulkner; J.W., Bro. Spratt; S.B., Bro. Gilbert; J.B., Bro. Walls; immediate secretary, Bro. Gardner. (14, 619, 143, 736)
news-paragraph: It is computed that last year, over two million pairs of boots were imported into the Dominion, while in various parts of New Zealand the bootmaking industry is in a languishing condition. (14, 344, 143, 374)
cable-byline: United Press Association—By Electric Telegraph—Copyright. (698, 52, 821, 67)
press-association-byline: By Telegraph—Press Association. (992, 611, 1080, 619)
cable-byline: United Press Association—By Electric Telegraph—Copyright. (562, 52, 685, 67)
section-rule (854, 187, 946, 188)
story-headline: SUPPOSED CASE OF SMALL-POX. (291, 63, 413, 71)
whooping-cough-advertisement: This disease is more likely to be contracted when a child has a cold. Statistics of the disease indicate more deaths result from whooping cough than from scarlet fever, yet in all our experience we have never heard of a case that did not recover when Chamberlain's Cough Remedy was used. It liquefies the tough mucus, makes it easy to expectorate and renders the paroxysms of coughing less frequent and less severe. Sold by all chemists and storekeepers. (698, 852, 827, 926)
church-paragraph: The Rev. A. T. Thompson will conduct the services at the Knox Church to-morrow, and also the afternoon service at Kaituna. The service at Kopuaranga will be taken by Mr D. B. Thompson. (151, 910, 280, 948)
cable-byline: United Press Association—By Electric Telegraph—Copyright. (425, 52, 548, 67)
news-paragraph: The Arcadia Tea Rooms will be open on Monday from 9 a.m. till 7.30 p.m. Luncheon from 11 a.m. till 2 p.m. (14, 775, 143, 797)
local-news-paragraphs (14, 32, 143, 849)
news-paragraph: A fire at Mangaweka on Thursday night destroyed three buildings near the post office. One was a boardinghouse, in which a Maori was burned to death in his bed. (14, 260, 143, 290)
column-7-cable-news-patronage (831, 30, 968, 1538)
personal-paragraph: Mr Robert Cooper was on Thursday last elected to the vacant seat for the Manungaraki riding in the Wairarapa County Council. (151, 430, 280, 452)
shoplifting-text: Shop-lifting is becoming rife in Masterton, particularly in the large boot shops. Yesterday, two Brothers' Messrs McLeod and Young, bookbinders, whose shop was at times filled with customers, lost quite a number of articles. Some of the culprits were caught in the act and are being dealt with by the police who are thorough in their work, and others have been traced. Parents who have children purchasing goods in the shops would do well to advise them as to their conduct. (562, 658, 690, 739)
news-paragraph: A Marlborough farmer, after he had put in what he believed to be carrots, found that he had sowed carraway seeds. The latter did not germinate. (14, 291, 143, 313)
correspondence-headline: CORRESPONDENCE. (708, 484, 817, 496)
shoplifting-subhead: SHOP-LIFTING IN MASTERTON. (568, 648, 684, 657)
cricket-subhead-2: MATCH WITH PARAMMATTA. (982, 350, 1090, 359)
wool-row (568, 593, 683, 600)
section-rule (990, 322, 1082, 323)
notice-paragraph: A special land bargain of 400 acres (300 acres freehold and 100 acres o.r.p.) is advertised by Mr E. Rudlin, land agent, Eketahuna, on page 8 of this issue, particulars of which should be well worth perusal. (151, 131, 280, 169)
received-line: (Received Last Night, 9.40 o'clock.) (580, 105, 672, 113)
story-subhead: A BIG CATALOGUE. (590, 536, 662, 545)
